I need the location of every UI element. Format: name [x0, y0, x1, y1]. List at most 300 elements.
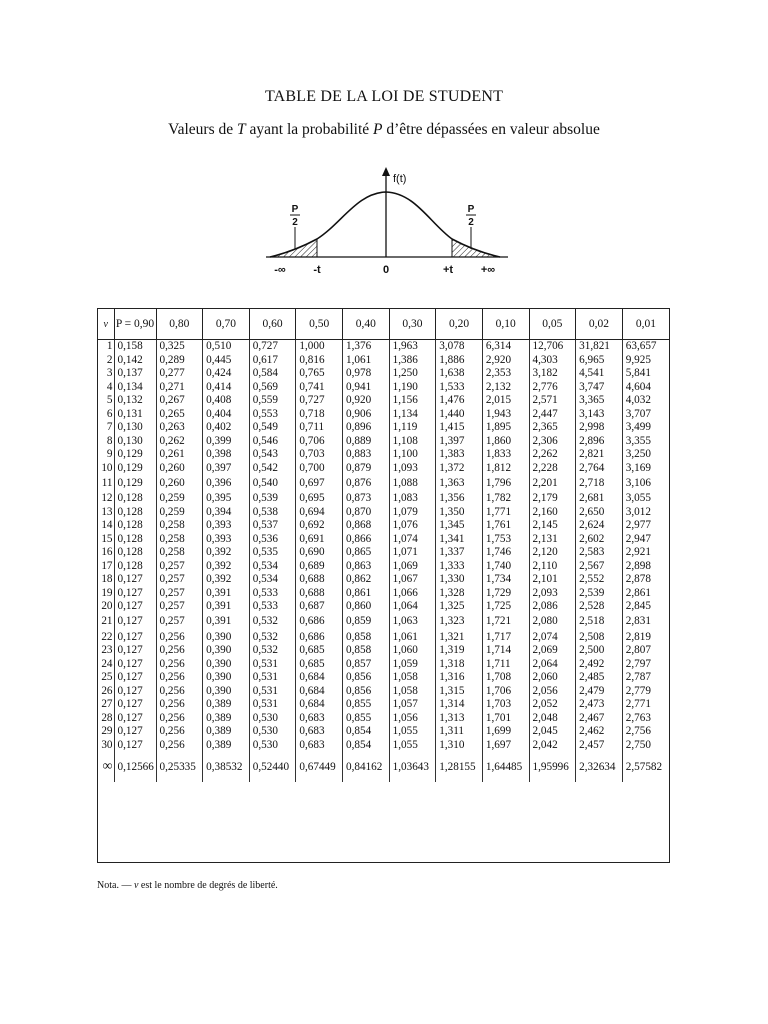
- table-cell: 0,258: [156, 546, 203, 560]
- table-cell: 1,714: [482, 644, 529, 658]
- subtitle-suffix: d’être dépassées en valeur absolue: [382, 121, 600, 138]
- table-cell: 0,978: [343, 367, 390, 381]
- column-header: 0,60: [249, 309, 296, 340]
- table-cell: 2,624: [576, 519, 623, 533]
- table-cell: 0,389: [203, 725, 250, 739]
- table-row: [98, 340, 669, 354]
- table-cell: 0,689: [296, 560, 343, 574]
- table-cell: 1,771: [482, 506, 529, 520]
- table-cell: 0,142: [114, 354, 156, 368]
- table-cell: 0,137: [114, 367, 156, 381]
- table-cell: 2,764: [576, 462, 623, 476]
- table-cell: 0,257: [156, 600, 203, 614]
- table-cell: 0,289: [156, 354, 203, 368]
- table-cell: 0,256: [156, 644, 203, 658]
- table-cell: 4,303: [529, 354, 576, 368]
- row-nu: 29: [101, 725, 113, 737]
- table-cell: 0,858: [343, 644, 390, 658]
- row-nu: 13: [101, 505, 113, 518]
- table-cell: 1,833: [482, 448, 529, 462]
- table-cell: 2,365: [529, 421, 576, 435]
- table-cell: 0,865: [343, 546, 390, 560]
- table-cell: 4,541: [576, 367, 623, 381]
- table-cell: 0,889: [343, 435, 390, 449]
- table-cell: 1,363: [436, 475, 483, 492]
- table-cell: 2,080: [529, 614, 576, 631]
- table-cell: 2,131: [529, 533, 576, 547]
- table-cell: 0,261: [156, 448, 203, 462]
- table-cell: 1,386: [389, 354, 436, 368]
- table-cell: 2,32634: [576, 752, 623, 782]
- table-cell: 2,831: [622, 614, 669, 631]
- table-cell: 0,129: [114, 462, 156, 476]
- table-cell: 1,729: [482, 587, 529, 601]
- table-cell: 0,131: [114, 408, 156, 422]
- table-row: [98, 600, 669, 614]
- table-cell: 0,256: [156, 712, 203, 726]
- table-cell: 0,532: [249, 631, 296, 645]
- table-cell: 1,397: [436, 435, 483, 449]
- table-cell: 0,855: [343, 712, 390, 726]
- table-cell: 0,129: [114, 475, 156, 492]
- table-cell: 0,683: [296, 725, 343, 739]
- table-cell: 1,03643: [389, 752, 436, 782]
- table-cell: 0,404: [203, 408, 250, 422]
- table-cell: 0,530: [249, 725, 296, 739]
- row-nu: 5: [106, 394, 113, 406]
- table-cell: 63,657: [622, 340, 669, 354]
- table-cell: 0,128: [114, 519, 156, 533]
- table-cell: 0,530: [249, 712, 296, 726]
- table-row: [98, 685, 669, 699]
- table-cell: 0,854: [343, 739, 390, 753]
- table-cell: 0,277: [156, 367, 203, 381]
- table-cell: 0,158: [114, 340, 156, 354]
- table-cell: 2,756: [622, 725, 669, 739]
- table-cell: 1,108: [389, 435, 436, 449]
- table-cell: 0,860: [343, 600, 390, 614]
- table-cell: 6,314: [482, 340, 529, 354]
- table-cell: 0,257: [156, 614, 203, 631]
- table-cell: 5,841: [622, 367, 669, 381]
- row-nu: 11: [101, 476, 113, 489]
- row-nu: 3: [106, 367, 113, 379]
- table-cell: 1,708: [482, 671, 529, 685]
- subtitle-prefix: Valeurs de: [168, 121, 238, 138]
- table-cell: 0,390: [203, 685, 250, 699]
- column-header: 0,05: [529, 309, 576, 340]
- table-cell: 2,878: [622, 573, 669, 587]
- table-cell: 0,256: [156, 658, 203, 672]
- table-cell: 1,345: [436, 519, 483, 533]
- table-cell: 0,67449: [296, 752, 343, 782]
- x-label-plus-t: +t: [442, 264, 454, 276]
- row-nu: 4: [106, 380, 113, 393]
- table-cell: 3,250: [622, 448, 669, 462]
- table-cell: 3,055: [622, 492, 669, 506]
- table-row: [98, 698, 669, 712]
- row-nu: 26: [101, 684, 113, 697]
- table-cell: 1,319: [436, 644, 483, 658]
- table-cell: 0,531: [249, 658, 296, 672]
- table-cell: 2,306: [529, 435, 576, 449]
- table-cell: 1,376: [343, 340, 390, 354]
- table-cell: 2,052: [529, 698, 576, 712]
- table-cell: 3,747: [576, 381, 623, 395]
- table-cell: 0,533: [249, 587, 296, 601]
- table-cell: 0,256: [156, 671, 203, 685]
- table-cell: 1,156: [389, 394, 436, 408]
- table-cell: 2,920: [482, 354, 529, 368]
- table-cell: 0,553: [249, 408, 296, 422]
- row-nu: 21: [101, 615, 113, 628]
- table-row: [98, 658, 669, 672]
- row-nu: 7: [106, 421, 113, 433]
- table-cell: 1,746: [482, 546, 529, 560]
- table-cell: 0,534: [249, 560, 296, 574]
- footnote-suffix: est le nombre de degrés de liberté.: [138, 880, 278, 891]
- table-cell: 0,391: [203, 600, 250, 614]
- subtitle-var-p: P: [373, 121, 383, 138]
- table-cell: 0,129: [114, 448, 156, 462]
- table-cell: 0,694: [296, 506, 343, 520]
- table-cell: 0,532: [249, 644, 296, 658]
- table-cell: 0,128: [114, 546, 156, 560]
- row-nu: 12: [101, 492, 113, 504]
- table-cell: 1,316: [436, 671, 483, 685]
- table-cell: 0,876: [343, 475, 390, 492]
- table-cell: 0,395: [203, 492, 250, 506]
- table-cell: 0,262: [156, 435, 203, 449]
- table-cell: 3,106: [622, 475, 669, 492]
- table-cell: 0,408: [203, 394, 250, 408]
- table-cell: 0,256: [156, 685, 203, 699]
- table-row: [98, 631, 669, 645]
- table-cell: 0,389: [203, 698, 250, 712]
- table-cell: 0,741: [296, 381, 343, 395]
- table-cell: 0,863: [343, 560, 390, 574]
- table-cell: 0,132: [114, 394, 156, 408]
- table-cell: 0,127: [114, 712, 156, 726]
- row-nu: 27: [101, 698, 113, 710]
- table-cell: 1,069: [389, 560, 436, 574]
- table-cell: 0,414: [203, 381, 250, 395]
- table-cell: 0,530: [249, 739, 296, 753]
- table-cell: 2,500: [576, 644, 623, 658]
- row-nu: 6: [106, 407, 113, 420]
- table-cell: 2,998: [576, 421, 623, 435]
- table-cell: 1,093: [389, 462, 436, 476]
- table-cell: 0,531: [249, 671, 296, 685]
- table-cell: 1,250: [389, 367, 436, 381]
- table-cell: 1,315: [436, 685, 483, 699]
- table-cell: 2,145: [529, 519, 576, 533]
- left-tail-area: [270, 239, 317, 257]
- table-cell: 0,393: [203, 533, 250, 547]
- table-cell: 0,271: [156, 381, 203, 395]
- table-cell: 0,128: [114, 533, 156, 547]
- table-cell: 1,383: [436, 448, 483, 462]
- table-cell: 0,854: [343, 725, 390, 739]
- column-header: P = 0,90: [114, 309, 156, 340]
- table-cell: 0,688: [296, 573, 343, 587]
- table-row: [98, 519, 669, 533]
- table-cell: 0,727: [249, 340, 296, 354]
- table-cell: 0,683: [296, 712, 343, 726]
- table-cell: 2,650: [576, 506, 623, 520]
- table-cell: 2,093: [529, 587, 576, 601]
- x-label-minus-t: -t: [313, 264, 321, 276]
- table-cell: 0,941: [343, 381, 390, 395]
- table-cell: 0,686: [296, 614, 343, 631]
- table-row: [98, 560, 669, 574]
- table-cell: 2,457: [576, 739, 623, 753]
- table-cell: 0,127: [114, 644, 156, 658]
- table-cell: 1,314: [436, 698, 483, 712]
- table-cell: 3,143: [576, 408, 623, 422]
- table-cell: 0,258: [156, 519, 203, 533]
- table-cell: 1,333: [436, 560, 483, 574]
- table-cell: 0,861: [343, 587, 390, 601]
- row-nu: 18: [101, 573, 113, 585]
- table-cell: 1,812: [482, 462, 529, 476]
- table-row: [98, 533, 669, 547]
- table-cell: 2,467: [576, 712, 623, 726]
- table-cell: 2,086: [529, 600, 576, 614]
- table-cell: 0,883: [343, 448, 390, 462]
- table-cell: 1,079: [389, 506, 436, 520]
- table-cell: 2,228: [529, 462, 576, 476]
- row-nu: 14: [101, 519, 113, 531]
- table-cell: 1,415: [436, 421, 483, 435]
- table-cell: 2,583: [576, 546, 623, 560]
- table-cell: 2,779: [622, 685, 669, 699]
- table-cell: 0,866: [343, 533, 390, 547]
- table-cell: 1,310: [436, 739, 483, 753]
- table-cell: 0,398: [203, 448, 250, 462]
- table-cell: 1,860: [482, 435, 529, 449]
- x-label-zero: 0: [382, 264, 390, 276]
- row-nu: 16: [101, 546, 113, 558]
- table-cell: 2,718: [576, 475, 623, 492]
- table-cell: 2,921: [622, 546, 669, 560]
- table-cell: 0,533: [249, 600, 296, 614]
- row-nu: 2: [106, 353, 113, 366]
- table-cell: 1,190: [389, 381, 436, 395]
- table-cell: 2,160: [529, 506, 576, 520]
- table-cell: 0,393: [203, 519, 250, 533]
- column-header: 0,20: [436, 309, 483, 340]
- table-cell: 1,638: [436, 367, 483, 381]
- table-cell: 0,390: [203, 671, 250, 685]
- table-cell: 1,328: [436, 587, 483, 601]
- table-cell: 1,697: [482, 739, 529, 753]
- table-cell: 0,260: [156, 462, 203, 476]
- table-cell: 4,032: [622, 394, 669, 408]
- table-cell: 1,083: [389, 492, 436, 506]
- table-cell: 0,127: [114, 600, 156, 614]
- table-cell: 2,101: [529, 573, 576, 587]
- table-cell: 0,257: [156, 573, 203, 587]
- table-cell: 0,534: [249, 573, 296, 587]
- table-cell: 0,127: [114, 614, 156, 631]
- table-cell: 0,256: [156, 698, 203, 712]
- table-cell: 0,84162: [343, 752, 390, 782]
- table-cell: 3,707: [622, 408, 669, 422]
- table-cell: 1,782: [482, 492, 529, 506]
- table-cell: 0,396: [203, 475, 250, 492]
- table-cell: 2,567: [576, 560, 623, 574]
- table-cell: 1,323: [436, 614, 483, 631]
- row-nu: 20: [101, 600, 113, 612]
- table-cell: 1,476: [436, 394, 483, 408]
- right-p-denominator: 2: [468, 217, 474, 228]
- table-cell: 0,862: [343, 573, 390, 587]
- table-cell: 0,399: [203, 435, 250, 449]
- column-header: 0,10: [482, 309, 529, 340]
- table-cell: 1,350: [436, 506, 483, 520]
- table-cell: 1,356: [436, 492, 483, 506]
- table-cell: 0,424: [203, 367, 250, 381]
- table-cell: 0,531: [249, 698, 296, 712]
- table-cell: 0,263: [156, 421, 203, 435]
- table-cell: 1,058: [389, 685, 436, 699]
- table-cell: 0,685: [296, 658, 343, 672]
- table-cell: 2,552: [576, 573, 623, 587]
- table-cell: 1,066: [389, 587, 436, 601]
- table-cell: 0,856: [343, 671, 390, 685]
- y-axis-arrow-icon: [382, 167, 390, 176]
- footnote-var: ν: [133, 880, 139, 891]
- table-cell: 3,182: [529, 367, 576, 381]
- table-cell: 1,963: [389, 340, 436, 354]
- table-cell: 2,508: [576, 631, 623, 645]
- table-cell: 1,943: [482, 408, 529, 422]
- table-cell: 0,870: [343, 506, 390, 520]
- column-header-nu: ν: [98, 309, 114, 340]
- x-label-minus-inf: -∞: [274, 264, 286, 276]
- table-cell: 0,684: [296, 698, 343, 712]
- student-density-figure: [262, 165, 512, 277]
- table-cell: 1,28155: [436, 752, 483, 782]
- table-cell: 2,819: [622, 631, 669, 645]
- table-cell: 0,685: [296, 644, 343, 658]
- table-cell: 0,859: [343, 614, 390, 631]
- table-cell: 0,727: [296, 394, 343, 408]
- table-cell: 0,127: [114, 698, 156, 712]
- table-cell: 0,559: [249, 394, 296, 408]
- table-row: [98, 587, 669, 601]
- table-cell: 1,064: [389, 600, 436, 614]
- table-cell: 0,402: [203, 421, 250, 435]
- table-row: [98, 739, 669, 753]
- table-row: [98, 725, 669, 739]
- table-cell: 0,535: [249, 546, 296, 560]
- table-cell: 2,042: [529, 739, 576, 753]
- row-nu: 10: [101, 461, 113, 474]
- table-cell: 0,684: [296, 671, 343, 685]
- table-cell: 3,169: [622, 462, 669, 476]
- table-cell: 0,546: [249, 435, 296, 449]
- table-cell: 0,531: [249, 685, 296, 699]
- table-cell: 0,690: [296, 546, 343, 560]
- table-cell: 0,706: [296, 435, 343, 449]
- table-cell: 1,311: [436, 725, 483, 739]
- table-row: [98, 506, 669, 520]
- table-cell: 1,886: [436, 354, 483, 368]
- table-cell: 2,048: [529, 712, 576, 726]
- column-header: 0,30: [389, 309, 436, 340]
- table-cell: 2,898: [622, 560, 669, 574]
- x-label-plus-inf: +∞: [480, 264, 496, 276]
- table-cell: 0,257: [156, 560, 203, 574]
- table-cell: 0,256: [156, 725, 203, 739]
- table-cell: 2,776: [529, 381, 576, 395]
- table-cell: 2,485: [576, 671, 623, 685]
- table-row: [98, 671, 669, 685]
- table-cell: 1,703: [482, 698, 529, 712]
- table-cell: 2,069: [529, 644, 576, 658]
- table-cell: 2,045: [529, 725, 576, 739]
- left-p-denominator: 2: [292, 217, 298, 228]
- table-cell: 1,753: [482, 533, 529, 547]
- table-cell: 0,127: [114, 658, 156, 672]
- row-nu: 28: [101, 711, 113, 724]
- table-cell: 0,703: [296, 448, 343, 462]
- table-cell: 2,539: [576, 587, 623, 601]
- table-cell: 31,821: [576, 340, 623, 354]
- table-cell: 1,725: [482, 600, 529, 614]
- table-cell: 1,372: [436, 462, 483, 476]
- table-cell: 6,965: [576, 354, 623, 368]
- table-cell: 0,52440: [249, 752, 296, 782]
- table-cell: 1,740: [482, 560, 529, 574]
- column-header: 0,01: [622, 309, 669, 340]
- table-cell: 2,015: [482, 394, 529, 408]
- table-cell: 0,130: [114, 435, 156, 449]
- table-cell: 0,127: [114, 739, 156, 753]
- page-subtitle: [0, 121, 768, 139]
- table-cell: 1,318: [436, 658, 483, 672]
- table-cell: 1,061: [343, 354, 390, 368]
- table-cell: 0,127: [114, 725, 156, 739]
- table-cell: 1,055: [389, 739, 436, 753]
- table-cell: 2,977: [622, 519, 669, 533]
- table-cell: 0,259: [156, 506, 203, 520]
- table-cell: 1,64485: [482, 752, 529, 782]
- table-cell: 2,179: [529, 492, 576, 506]
- table-cell: 1,067: [389, 573, 436, 587]
- table-cell: 1,337: [436, 546, 483, 560]
- table-cell: 1,330: [436, 573, 483, 587]
- table-cell: 1,325: [436, 600, 483, 614]
- table-cell: 0,390: [203, 644, 250, 658]
- table-cell: 0,258: [156, 533, 203, 547]
- row-nu: 1: [106, 340, 113, 352]
- table-cell: 0,857: [343, 658, 390, 672]
- table-cell: 0,391: [203, 614, 250, 631]
- table-cell: 2,821: [576, 448, 623, 462]
- table-cell: 3,355: [622, 435, 669, 449]
- table-row: [98, 421, 669, 435]
- table-cell: 2,064: [529, 658, 576, 672]
- row-nu: 17: [101, 559, 113, 572]
- table-cell: 1,119: [389, 421, 436, 435]
- table-cell: 2,462: [576, 725, 623, 739]
- table-cell: 0,260: [156, 475, 203, 492]
- table-cell: 0,538: [249, 506, 296, 520]
- table-cell: 0,391: [203, 587, 250, 601]
